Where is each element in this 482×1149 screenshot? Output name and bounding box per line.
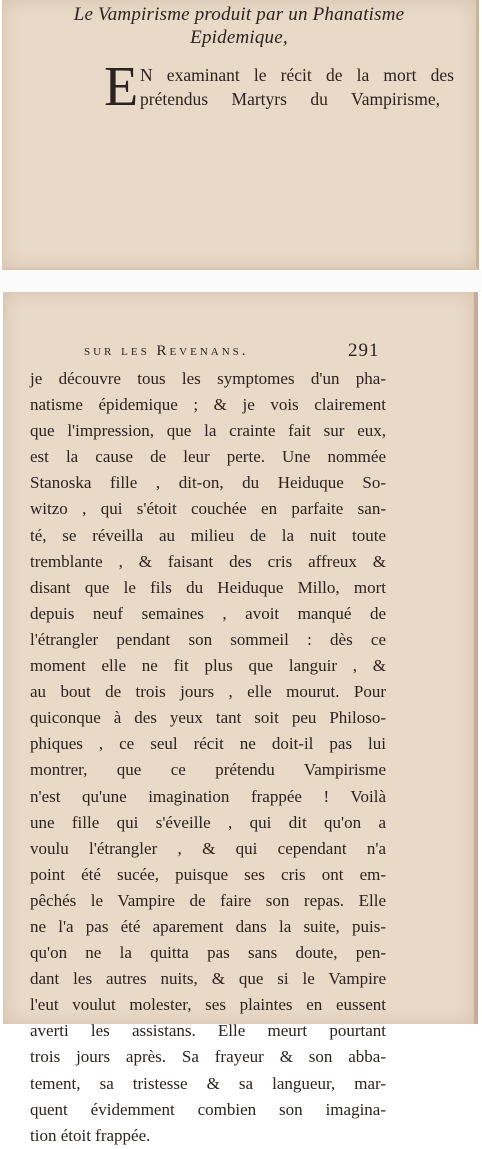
running-head: sur les Revenans.	[84, 343, 249, 359]
top-page	[2, 0, 479, 270]
intro-line: N examinant le récit de la mort des	[140, 65, 454, 85]
text-line: natisme épidemique ; & je vois clairement	[30, 395, 386, 415]
text-line: l'eut voulut molester, ses plaintes en eussent	[30, 995, 386, 1015]
text-line: dant les autres nuits, & que si le Vampire	[30, 969, 386, 989]
text-line: té, se réveilla au milieu de la nuit toute	[30, 525, 386, 545]
text-line: disant que le fils du Heiduque Millo, mort	[30, 577, 386, 597]
text-line: au bout de trois jours , elle mourut. Pour	[30, 682, 386, 702]
text-line: pêchés le Vampire de faire son repas. Elle	[30, 890, 386, 910]
text-line: ne l'a pas été aparement dans la suite, puis-	[30, 916, 386, 936]
text-line: voulu l'étrangler , & qui cependant n'a	[30, 838, 386, 858]
text-line: une fille qui s'éveille , qui dit qu'on a	[30, 812, 386, 832]
chapter-title-continuation: Epidemique,	[190, 27, 288, 48]
text-line: quiconque à des yeux tant soit peu Philoso-	[30, 708, 386, 728]
text-line: qu'on ne la quitta pas sans doute, pen-	[30, 943, 386, 963]
text-line: averti les assistans. Elle meurt pourtant	[30, 1021, 386, 1041]
text-line: moment elle ne fit plus que languir , &	[30, 656, 386, 676]
text-line: l'étrangler pendant son sommeil : dès ce	[30, 629, 386, 649]
text-line: est la cause de leur perte. Une nommée	[30, 447, 386, 467]
text-line: que l'impression, que la crainte fait sur eux,	[30, 421, 386, 441]
text-line: trois jours après. Sa frayeur & son abba-	[30, 1047, 386, 1067]
text-line: Stanoska fille , dit-on, du Heiduque So-	[30, 473, 386, 493]
text-line: point été sucée, puisque ses cris ont em-	[30, 864, 386, 884]
page-number: 291	[348, 340, 380, 361]
text-line: tement, sa tristesse & sa langueur, mar-	[30, 1073, 386, 1093]
text-line: witzo , qui s'étoit couchée en parfaite san-	[30, 499, 386, 519]
drop-cap: E	[104, 56, 139, 118]
text-line: quent évidemment combien son imagina-	[30, 1099, 386, 1119]
text-line: tion étoit frappée.	[30, 1125, 151, 1145]
intro-line: prétendus Martyrs du Vampirisme,	[140, 89, 440, 109]
chapter-title: Le Vampirisme produit par un Phanatisme	[73, 4, 405, 25]
body-text	[30, 366, 386, 1149]
text-line: je découvre tous les symptomes d'un pha-	[30, 369, 386, 388]
text-line: phiques , ce seul récit ne doit-il pas lui	[30, 734, 386, 754]
page-gap	[0, 270, 482, 292]
text-line: tremblante , & faisant des cris affreux &	[30, 551, 386, 571]
text-line: n'est qu'une imagination frappée ! Voilà	[30, 786, 386, 806]
text-line: montrer, que ce prétendu Vampirisme	[30, 760, 386, 780]
text-line: depuis neuf semaines , avoit manqué de	[30, 603, 386, 623]
